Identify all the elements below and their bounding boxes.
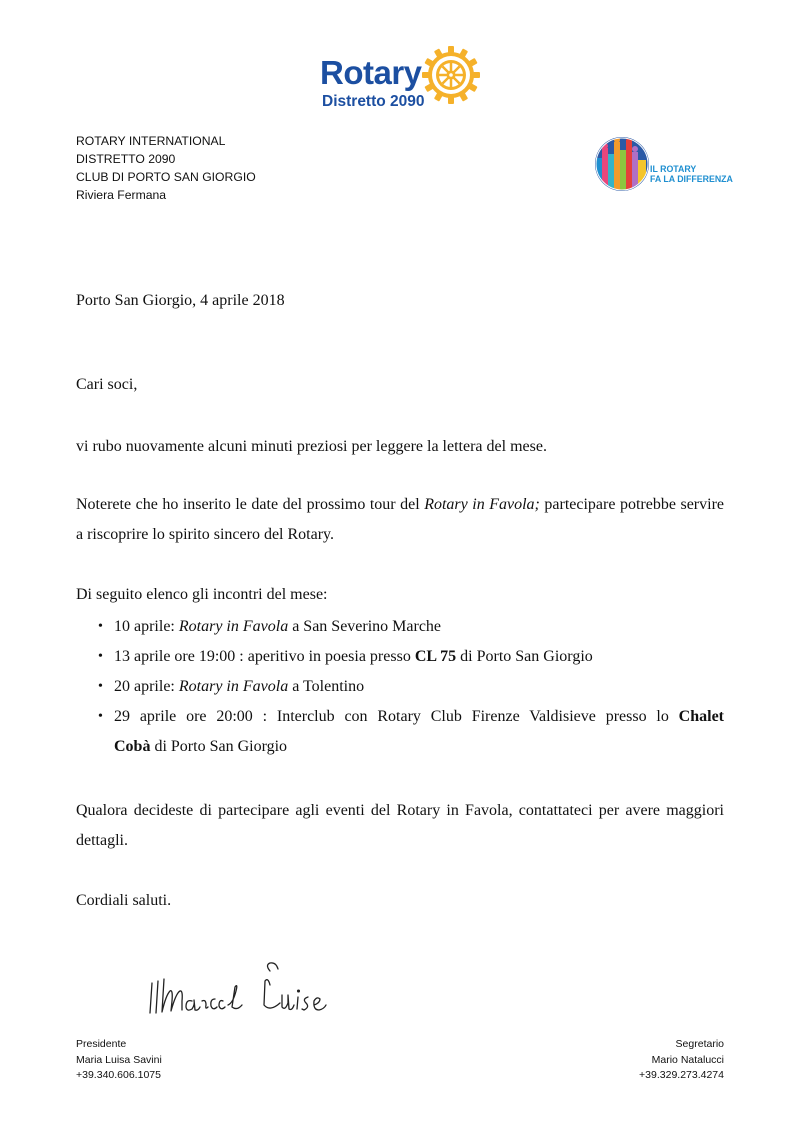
- secretary-role: Segretario: [675, 1038, 724, 1050]
- paragraph-tour-text: Noterete che ho inserito le date del prossimo tour del: [76, 496, 425, 513]
- paragraph-contact: Qualora decideste di partecipare agli eventi del Rotary in Favola, contattateci per avere maggiori dettagli.: [76, 802, 724, 849]
- rotary-logo: [318, 46, 483, 116]
- paragraph-tour-text: partecipare potrebbe servire a riscoprire lo spirito sincero del Rotary.: [76, 496, 725, 543]
- event-rest: a San Severino Marche: [288, 618, 442, 635]
- salutation: Cari soci,: [76, 376, 138, 393]
- club-header-line: CLUB DI PORTO SAN GIORGIO: [76, 170, 256, 184]
- secretary-name: Mario Natalucci: [651, 1053, 724, 1066]
- event-rest: di Porto San Giorgio: [456, 648, 593, 665]
- event-date: 10 aprile:: [114, 618, 179, 635]
- event-date: 13 aprile ore 19:00 : aperitivo in poesia presso: [114, 648, 415, 665]
- event-rest: di Porto San Giorgio: [150, 738, 288, 755]
- theme-logo-text: [650, 164, 733, 184]
- event-item: [76, 672, 724, 702]
- rotary-logo-word: Rotary: [320, 54, 422, 91]
- date-line: Porto San Giorgio, 4 aprile 2018: [76, 292, 285, 309]
- event-list: [76, 612, 724, 762]
- club-header-line: DISTRETTO 2090: [76, 152, 176, 166]
- bullet-icon: [98, 702, 103, 732]
- event-item: [76, 612, 724, 642]
- paragraph-intro: vi rubo nuovamente alcuni minuti preziosi per leggere la lettera del mese.: [76, 438, 547, 455]
- event-item: [76, 642, 724, 672]
- club-header-line: Riviera Fermana: [76, 188, 167, 202]
- bullet-icon: [98, 612, 103, 642]
- president-role: Presidente: [76, 1038, 127, 1050]
- event-italic: Rotary in Favola: [178, 618, 289, 635]
- club-header-line: ROTARY INTERNATIONAL: [76, 134, 226, 148]
- bullet-icon: [98, 642, 103, 672]
- secretary-phone: +39.329.273.4274: [639, 1069, 724, 1081]
- rotary-in-favola-italic: Rotary in Favola;: [424, 496, 540, 513]
- president-name: Maria Luisa Savini: [76, 1053, 162, 1066]
- president-block: [76, 1037, 162, 1084]
- event-bold: Chalet: [678, 708, 724, 725]
- president-phone: +39.340.606.1075: [76, 1069, 161, 1081]
- bullet-icon: [98, 672, 103, 702]
- theme-logo-line2: FA LA DIFFERENZA: [650, 174, 733, 184]
- event-item: [76, 702, 724, 762]
- handwritten-signature: [120, 955, 380, 1030]
- secretary-block: [639, 1037, 724, 1084]
- theme-logo-line1: IL ROTARY: [650, 164, 697, 174]
- club-header: [76, 132, 256, 204]
- event-line: [114, 702, 724, 732]
- events-intro: Di seguito elenco gli incontri del mese:: [76, 586, 328, 603]
- paragraph-tour: [76, 490, 724, 550]
- theme-logo: [594, 136, 734, 194]
- event-line: [114, 738, 287, 755]
- rotary-wheel-icon: [422, 46, 480, 104]
- event-date: 29 aprile ore 20:00 : Interclub con Rotary Club Firenze Valdisieve presso lo: [114, 708, 679, 725]
- event-rest: a Tolentino: [288, 678, 365, 695]
- theme-logo-icon: [594, 136, 650, 192]
- event-italic: Rotary in Favola: [178, 678, 289, 695]
- event-bold: Cobà: [114, 738, 151, 755]
- closing: Cordiali saluti.: [76, 892, 172, 909]
- rotary-logo-district: Distretto 2090: [322, 93, 425, 110]
- event-date: 20 aprile:: [114, 678, 179, 695]
- event-bold: CL 75: [414, 648, 457, 665]
